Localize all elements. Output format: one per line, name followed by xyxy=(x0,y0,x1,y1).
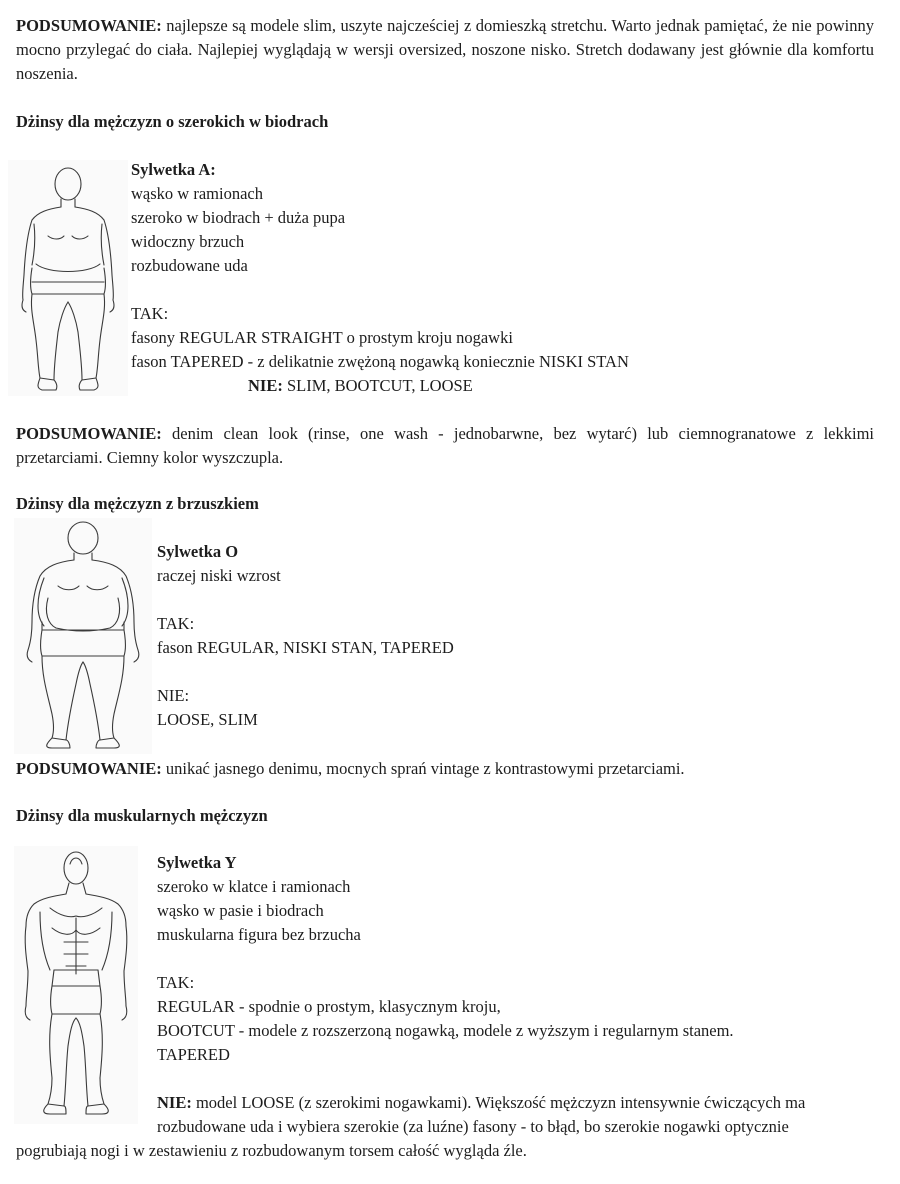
body-figure-a-icon xyxy=(8,160,128,396)
section-y-no-continuation: pogrubiają nogi i w zestawieniu z rozbudowanym torsem całość wygląda źle. xyxy=(16,1141,527,1160)
section-y-trait: muskularna figura bez brzucha xyxy=(157,925,361,944)
intro-summary-text: najlepsze są modele slim, uszyte najcześciej z domieszką stretchu. Warto jednak pamiętać, że nie powinny mocno przylegać do ciała. Najlepiej wyglądają w wersji oversized, noszone nisko. Stretch dodawany jest głównie dla komfortu noszenia. xyxy=(16,16,874,83)
section-o-trait: raczej niski wzrost xyxy=(157,566,281,585)
section-y-yes-label: TAK: xyxy=(157,973,195,992)
section-a-trait: rozbudowane uda xyxy=(131,256,248,275)
section-o-no-label: NIE: xyxy=(157,686,190,705)
section-a-no-text: SLIM, BOOTCUT, LOOSE xyxy=(282,376,473,395)
section-y-heading: Dżinsy dla muskularnych mężczyzn xyxy=(16,806,268,825)
intro-summary xyxy=(16,14,874,86)
body-figure-o-icon xyxy=(14,518,152,754)
section-a-summary-text: denim clean look (rinse, one wash - jednobarwne, bez wytarć) lub ciemnogranatowe z lekkimi przetarciami. Ciemny kolor wyszczupla. xyxy=(16,424,874,467)
section-a-yes-item: fasony REGULAR STRAIGHT o prostym kroju nogawki xyxy=(131,328,513,347)
section-y-yes-item: TAPERED xyxy=(157,1045,230,1064)
section-a-yes-item: fason TAPERED - z delikatnie zwężoną nogawką koniecznie NISKI STAN xyxy=(131,352,629,371)
body-figure-y-icon xyxy=(14,846,138,1124)
section-a-no-label: NIE: xyxy=(248,376,283,395)
section-y-trait: szeroko w klatce i ramionach xyxy=(157,877,351,896)
section-a-trait: szeroko w biodrach + duża pupa xyxy=(131,208,346,227)
section-y-yes-item: REGULAR - spodnie o prostym, klasycznym kroju, xyxy=(157,997,501,1016)
section-a-summary-label: PODSUMOWANIE: xyxy=(16,424,162,443)
section-a-yes-label: TAK: xyxy=(131,304,169,323)
section-o-summary-label: PODSUMOWANIE: xyxy=(16,759,162,778)
section-o-summary xyxy=(16,757,874,781)
section-y-yes-item: BOOTCUT - modele z rozszerzoną nogawką, modele z wyższym i regularnym stanem. xyxy=(157,1021,734,1040)
section-y-no-text: model LOOSE (z szerokimi nogawkami). Większość mężczyzn intensywnie ćwiczących ma xyxy=(191,1093,806,1112)
section-a-title: Sylwetka A: xyxy=(131,160,216,179)
section-a-trait: widoczny brzuch xyxy=(131,232,245,251)
section-y-no-line xyxy=(157,1091,805,1115)
section-o-heading: Dżinsy dla mężczyzn z brzuszkiem xyxy=(16,494,259,513)
section-a-summary xyxy=(16,422,874,470)
section-a-details xyxy=(131,158,629,398)
section-y-title: Sylwetka Y xyxy=(157,853,237,872)
section-o-yes-label: TAK: xyxy=(157,614,195,633)
section-o-summary-text: unikać jasnego denimu, mocnych sprań vintage z kontrastowymi przetarciami. xyxy=(161,759,685,778)
section-o-yes-item: fason REGULAR, NISKI STAN, TAPERED xyxy=(157,638,454,657)
section-a-trait: wąsko w ramionach xyxy=(131,184,263,203)
section-y-no-label: NIE: xyxy=(157,1093,192,1112)
section-a-heading: Dżinsy dla mężczyzn o szerokich w biodrach xyxy=(16,112,329,131)
section-y-no-line: rozbudowane uda i wybiera szerokie (za luźne) fasony - to błąd, bo szerokie nogawki optycznie xyxy=(157,1117,789,1136)
section-o-no-item: LOOSE, SLIM xyxy=(157,710,258,729)
section-o-details xyxy=(157,540,454,732)
section-y-details xyxy=(157,851,805,1139)
intro-summary-label: PODSUMOWANIE: xyxy=(16,16,162,35)
section-a-no-line xyxy=(131,374,629,398)
section-y-trait: wąsko w pasie i biodrach xyxy=(157,901,324,920)
section-o-title: Sylwetka O xyxy=(157,542,239,561)
